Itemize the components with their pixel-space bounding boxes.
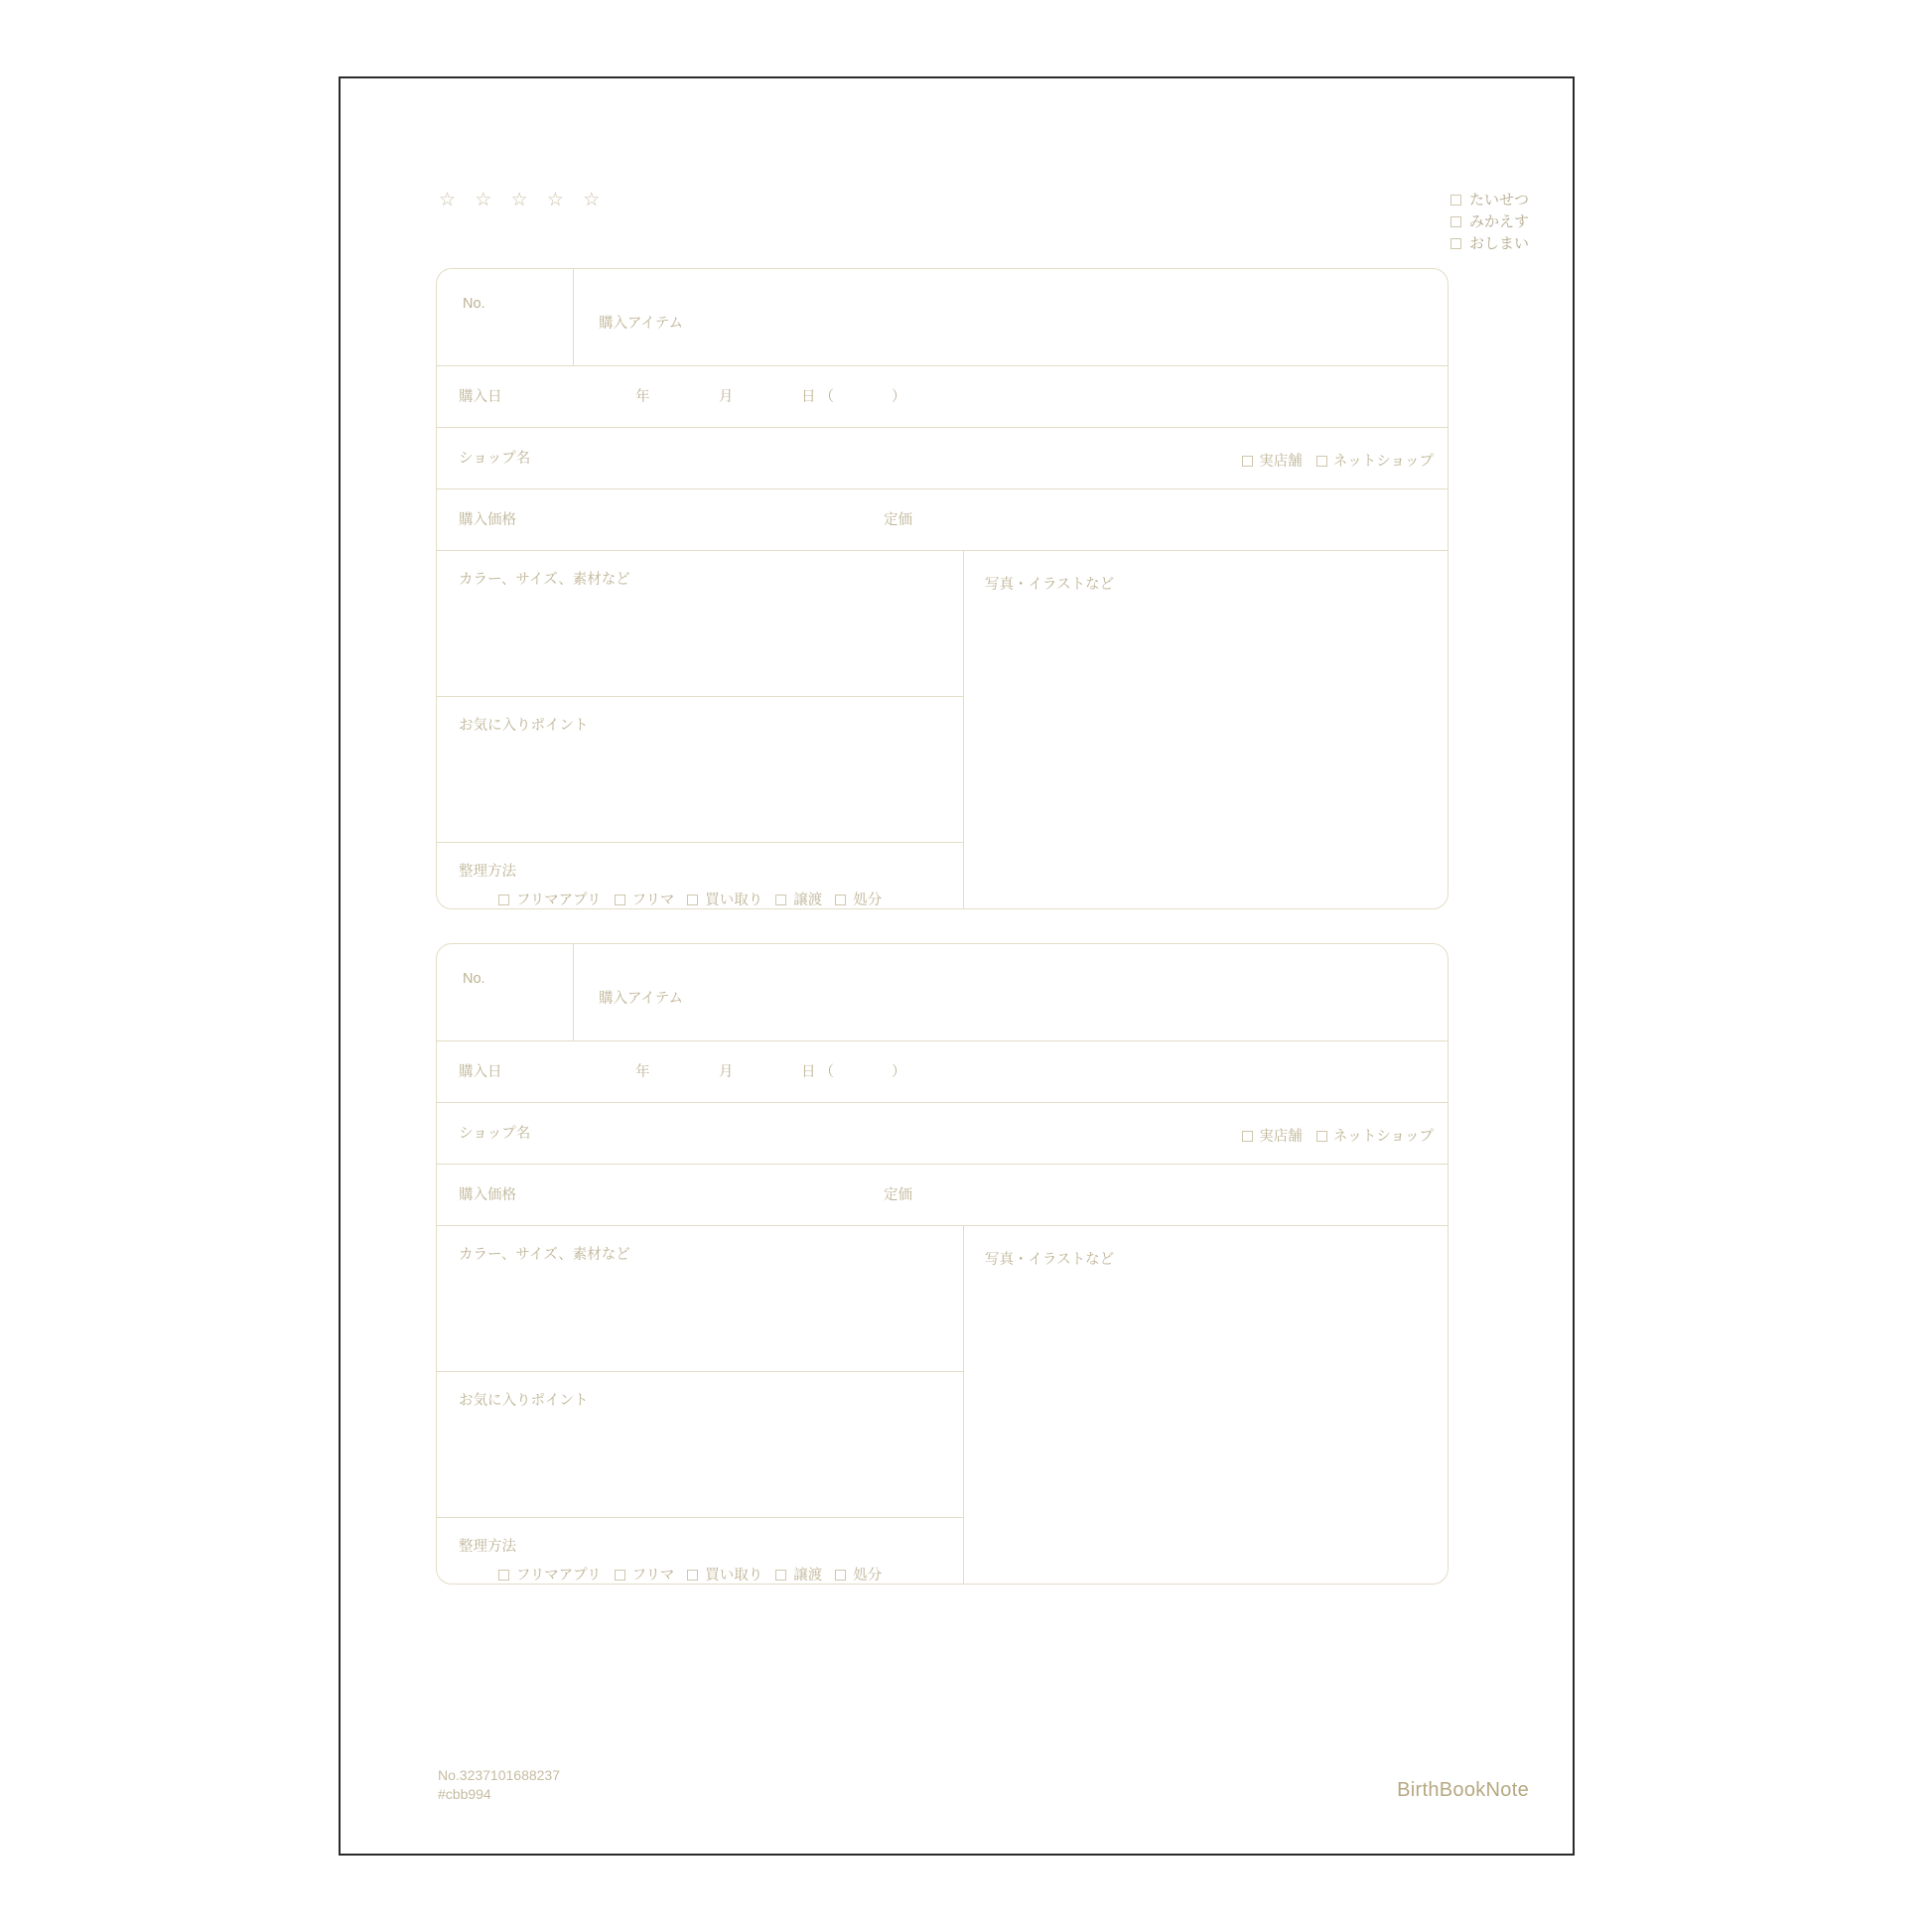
organize-option-dispose: 処分 (853, 1568, 883, 1584)
photo-area-label: 写真・イラストなど (985, 577, 1115, 593)
checkbox-icon[interactable] (1316, 456, 1327, 467)
month-label: 月 (719, 389, 734, 405)
row-purchase-date (437, 366, 1448, 428)
status-checkbox-taisetsu[interactable] (1450, 190, 1529, 211)
checkbox-icon[interactable] (1242, 456, 1253, 467)
status-label: みかえす (1468, 213, 1529, 230)
day-label: 日 （ ） (801, 1064, 906, 1080)
status-checkbox-mikaesu[interactable] (1450, 211, 1529, 233)
shop-name-label: ショップ名 (459, 451, 531, 467)
no-label: No. (463, 296, 485, 312)
note-sheet (341, 78, 1573, 1854)
row-favorite-point[interactable] (437, 1372, 963, 1518)
organize-option-transfer: 譲渡 (793, 1568, 823, 1584)
checkbox-icon[interactable] (498, 895, 509, 905)
row-favorite-point[interactable] (437, 697, 963, 843)
photo-area-label: 写真・イラストなど (985, 1252, 1115, 1268)
organize-method-label: 整理方法 (459, 864, 516, 880)
month-label: 月 (719, 1064, 734, 1080)
favorite-point-label: お気に入りポイント (459, 718, 589, 734)
shop-type-checkbox-group (1242, 1125, 1434, 1146)
organize-method-label: 整理方法 (459, 1539, 516, 1555)
day-label: 日 （ ） (801, 389, 906, 405)
note-page (339, 76, 1575, 1856)
divider (963, 551, 964, 909)
shop-type-label-store: 実店舗 (1259, 1129, 1303, 1145)
divider (573, 944, 574, 1040)
row-organize-method (437, 1518, 963, 1585)
shop-type-label-online: ネットショップ (1332, 454, 1434, 470)
shop-type-label-store: 実店舗 (1259, 454, 1303, 470)
shop-type-checkbox-group (1242, 450, 1434, 471)
organize-option-flea: フリマ (631, 893, 675, 908)
checkbox-icon[interactable] (498, 1570, 509, 1581)
checkbox-icon[interactable] (1450, 216, 1461, 227)
checkbox-icon[interactable] (775, 895, 786, 905)
year-label: 年 (635, 1064, 650, 1080)
year-label: 年 (635, 389, 650, 405)
divider (573, 269, 574, 365)
row-price (437, 489, 1448, 551)
row-details[interactable] (437, 1226, 963, 1372)
checkbox-icon[interactable] (775, 1570, 786, 1581)
details-label: カラー、サイズ、素材など (459, 1247, 630, 1263)
footer-product-info (438, 1766, 560, 1804)
organize-option-app: フリマアプリ (516, 893, 602, 908)
row-details[interactable] (437, 551, 963, 697)
organize-option-flea: フリマ (631, 1568, 675, 1584)
shop-name-label: ショップ名 (459, 1126, 531, 1142)
divider (963, 1226, 964, 1585)
organize-option-dispose: 処分 (853, 893, 883, 908)
rating-stars[interactable]: ☆ ☆ ☆ ☆ ☆ (439, 190, 608, 210)
purchase-item-label: 購入アイテム (599, 316, 683, 332)
status-label: たいせつ (1468, 192, 1529, 208)
checkbox-icon[interactable] (835, 1570, 846, 1581)
row-purchase-date (437, 1041, 1448, 1103)
status-checkbox-group (1450, 190, 1529, 255)
list-price-label: 定価 (884, 1187, 912, 1203)
checkbox-icon[interactable] (1450, 238, 1461, 249)
row-organize-method (437, 843, 963, 909)
shop-type-label-online: ネットショップ (1332, 1129, 1434, 1145)
favorite-point-label: お気に入りポイント (459, 1393, 589, 1409)
brand-logo: BirthBookNote (1397, 1779, 1529, 1801)
organize-option-buyback: 買い取り (705, 893, 763, 908)
organize-checkbox-group (498, 889, 882, 909)
purchase-price-label: 購入価格 (459, 512, 516, 528)
purchase-item-label: 購入アイテム (599, 991, 683, 1007)
product-number: No.3237101688237 (438, 1767, 561, 1783)
purchase-price-label: 購入価格 (459, 1187, 516, 1203)
item-entry-card (436, 268, 1449, 909)
checkbox-icon[interactable] (1316, 1131, 1327, 1142)
row-item-number (437, 944, 1448, 1041)
purchase-date-label: 購入日 (459, 1064, 502, 1080)
checkbox-icon[interactable] (615, 1570, 625, 1581)
checkbox-icon[interactable] (615, 895, 625, 905)
row-item-number (437, 269, 1448, 366)
organize-option-app: フリマアプリ (516, 1568, 602, 1584)
checkbox-icon[interactable] (687, 895, 698, 905)
row-shop-name (437, 1103, 1448, 1165)
row-price (437, 1165, 1448, 1226)
item-entry-card (436, 943, 1449, 1585)
status-label: おしまい (1468, 235, 1529, 252)
organize-option-buyback: 買い取り (705, 1568, 763, 1584)
details-label: カラー、サイズ、素材など (459, 572, 630, 588)
card-body (437, 551, 1448, 909)
status-checkbox-oshimai[interactable] (1450, 233, 1529, 255)
checkbox-icon[interactable] (835, 895, 846, 905)
row-shop-name (437, 428, 1448, 489)
no-label: No. (463, 971, 485, 987)
list-price-label: 定価 (884, 512, 912, 528)
checkbox-icon[interactable] (1242, 1131, 1253, 1142)
organize-checkbox-group (498, 1564, 882, 1585)
product-hashtag: #cbb994 (438, 1786, 491, 1802)
checkbox-icon[interactable] (1450, 195, 1461, 206)
card-body (437, 1226, 1448, 1585)
checkbox-icon[interactable] (687, 1570, 698, 1581)
organize-option-transfer: 譲渡 (793, 893, 823, 908)
purchase-date-label: 購入日 (459, 389, 502, 405)
